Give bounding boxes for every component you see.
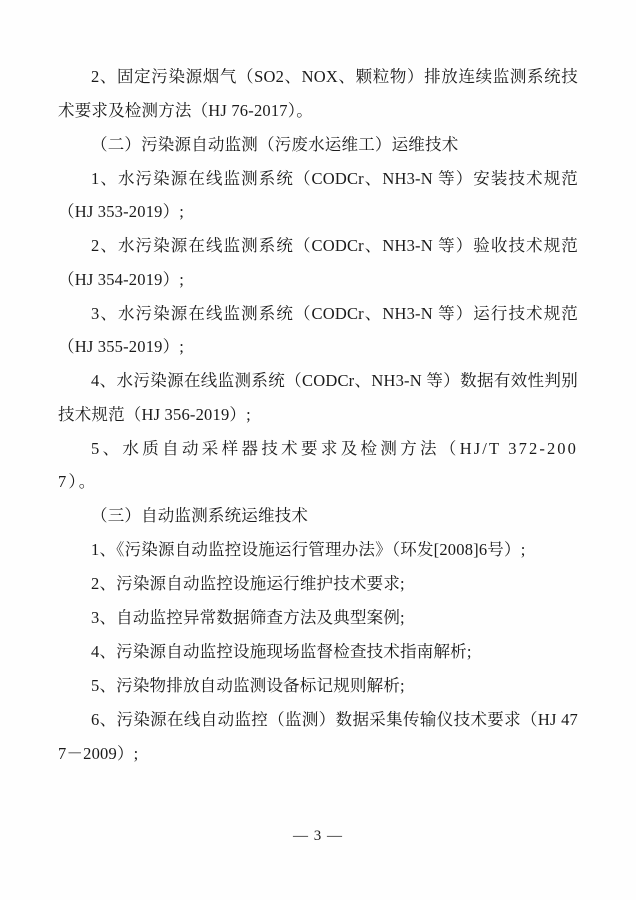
paragraph: 6、污染源在线自动监控（监测）数据采集传输仪技术要求（HJ 477－2009）;: [58, 710, 578, 763]
paragraph: 2、固定污染源烟气（SO2、NOX、颗粒物）排放连续监测系统技术要求及检测方法（HJ 76-2017）。: [58, 67, 578, 120]
paragraph: 3、自动监控异常数据筛查方法及典型案例;: [91, 608, 405, 627]
paragraph: 1、水污染源在线监测系统（CODCr、NH3-N 等）安装技术规范（HJ 353-2019）;: [58, 168, 578, 221]
paragraph: 1、《污染源自动监控设施运行管理办法》（环发[2008]6号）;: [91, 540, 526, 559]
paragraph: 2、水污染源在线监测系统（CODCr、NH3-N 等）验收技术规范（HJ 354-2019）;: [58, 236, 578, 289]
paragraph: 4、污染源自动监控设施现场监督检查技术指南解析;: [91, 642, 472, 661]
paragraph: 5、水质自动采样器技术要求及检测方法（HJ/T 372-2007）。: [58, 438, 578, 491]
paragraph: 2、污染源自动监控设施运行维护技术要求;: [91, 574, 405, 593]
page-number: — 3 —: [293, 828, 343, 844]
paragraph: 5、污染物排放自动监测设备标记规则解析;: [91, 676, 405, 695]
paragraph: （三）自动监测系统运维技术: [91, 506, 309, 525]
document-body: [58, 60, 578, 771]
paragraph: （二）污染源自动监测（污废水运维工）运维技术: [91, 134, 459, 154]
paragraph: 4、水污染源在线监测系统（CODCr、NH3-N 等）数据有效性判别技术规范（HJ 356-2019）;: [58, 371, 578, 424]
paragraph: 3、水污染源在线监测系统（CODCr、NH3-N 等）运行技术规范（HJ 355-2019）;: [58, 303, 578, 356]
